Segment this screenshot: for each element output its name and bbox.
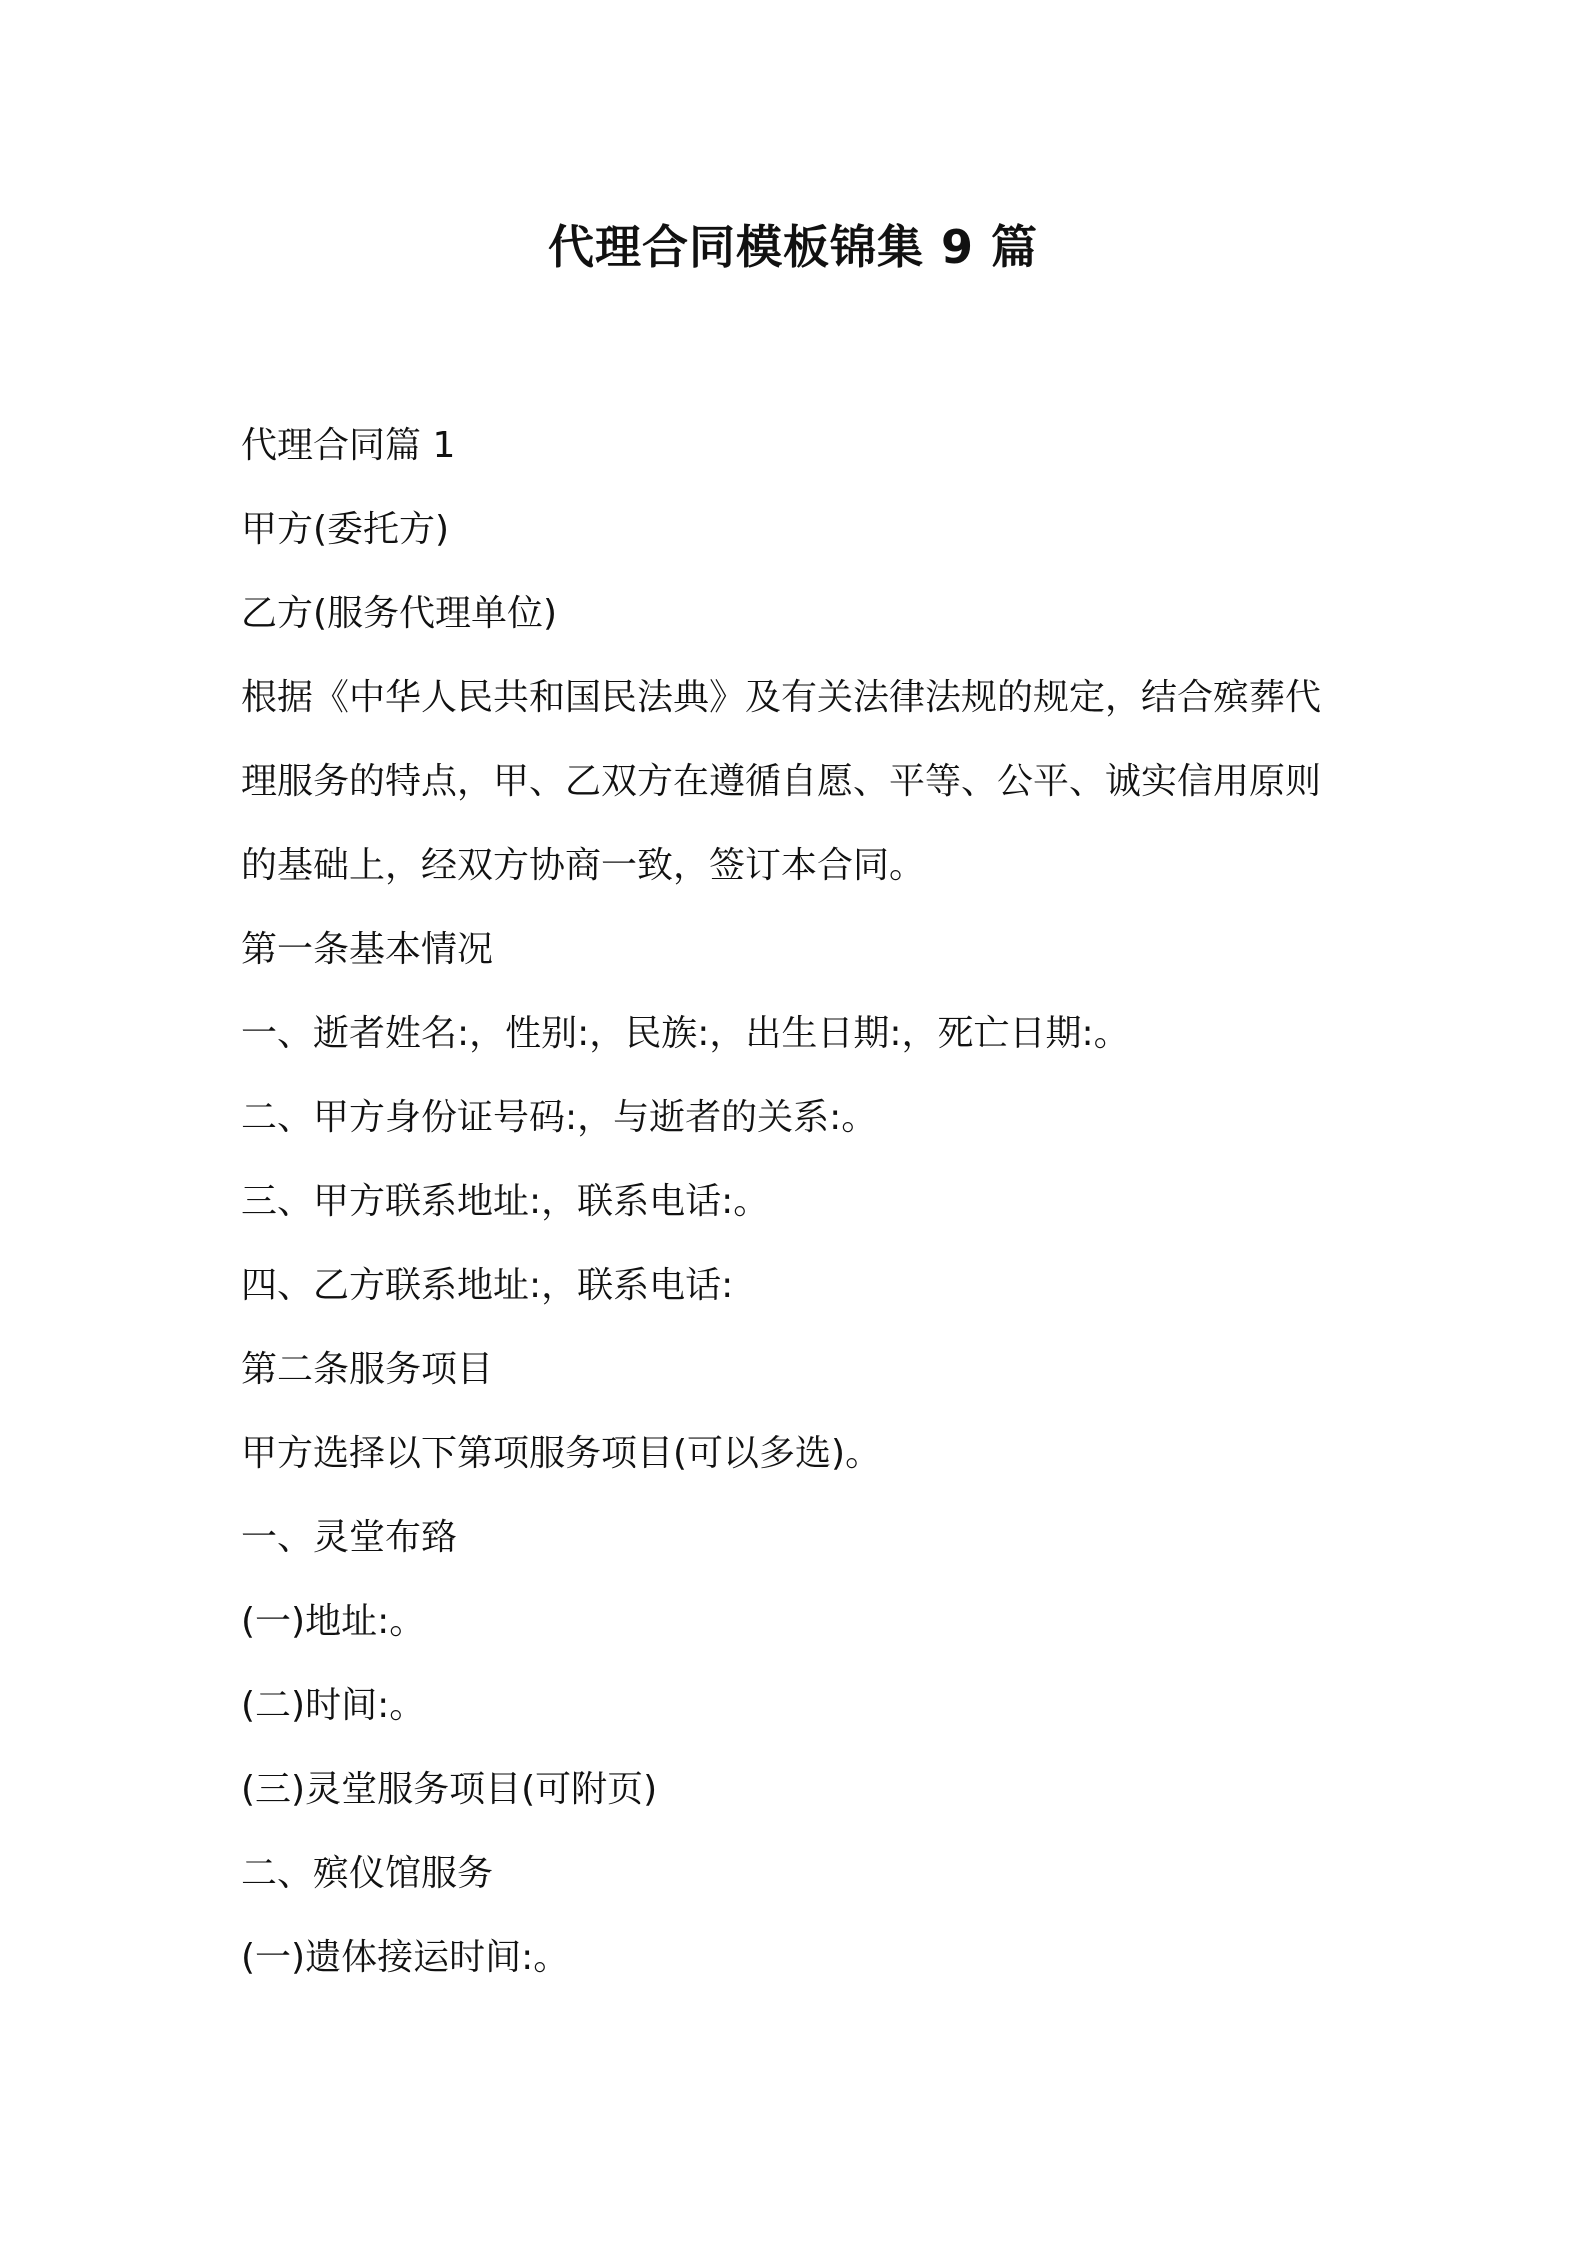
list-item: 二、殡仪馆服务 — [241, 1853, 494, 1894]
party-b-line: 乙方(服务代理单位) — [241, 593, 558, 634]
list-item: 三、甲方联系地址:，联系电话:。 — [241, 1181, 770, 1222]
list-item: 一、灵堂布臵 — [241, 1517, 458, 1558]
paragraph-line: 甲方选择以下第项服务项目(可以多选)。 — [241, 1433, 882, 1474]
list-item: 一、逝者姓名:，性别:，民族:，出生日期:，死亡日期:。 — [241, 1013, 1130, 1054]
document-title: 代理合同模板锦集 9 篇 — [547, 220, 1039, 274]
list-item: 四、乙方联系地址:，联系电话: — [241, 1265, 734, 1306]
list-item: 二、甲方身份证号码:，与逝者的关系:。 — [241, 1097, 878, 1138]
paragraph-line: 理服务的特点，甲、乙双方在遵循自愿、平等、公平、诚实信用原则 — [241, 761, 1322, 802]
section-heading: 代理合同篇 1 — [241, 425, 456, 466]
sub-list-item: (一)地址:。 — [241, 1601, 426, 1642]
sub-list-item: (二)时间:。 — [241, 1685, 426, 1726]
document-body — [241, 404, 1371, 2000]
paragraph-line: 的基础上，经双方协商一致，签订本合同。 — [241, 845, 926, 886]
sub-list-item: (一)遗体接运时间:。 — [241, 1937, 570, 1978]
sub-list-item: (三)灵堂服务项目(可附页) — [241, 1769, 658, 1810]
article-heading: 第一条基本情况 — [241, 929, 494, 970]
paragraph-line: 根据《中华人民共和国民法典》及有关法律法规的规定，结合殡葬代 — [241, 677, 1322, 718]
article-heading: 第二条服务项目 — [241, 1349, 494, 1390]
party-a-line: 甲方(委托方) — [241, 509, 450, 550]
